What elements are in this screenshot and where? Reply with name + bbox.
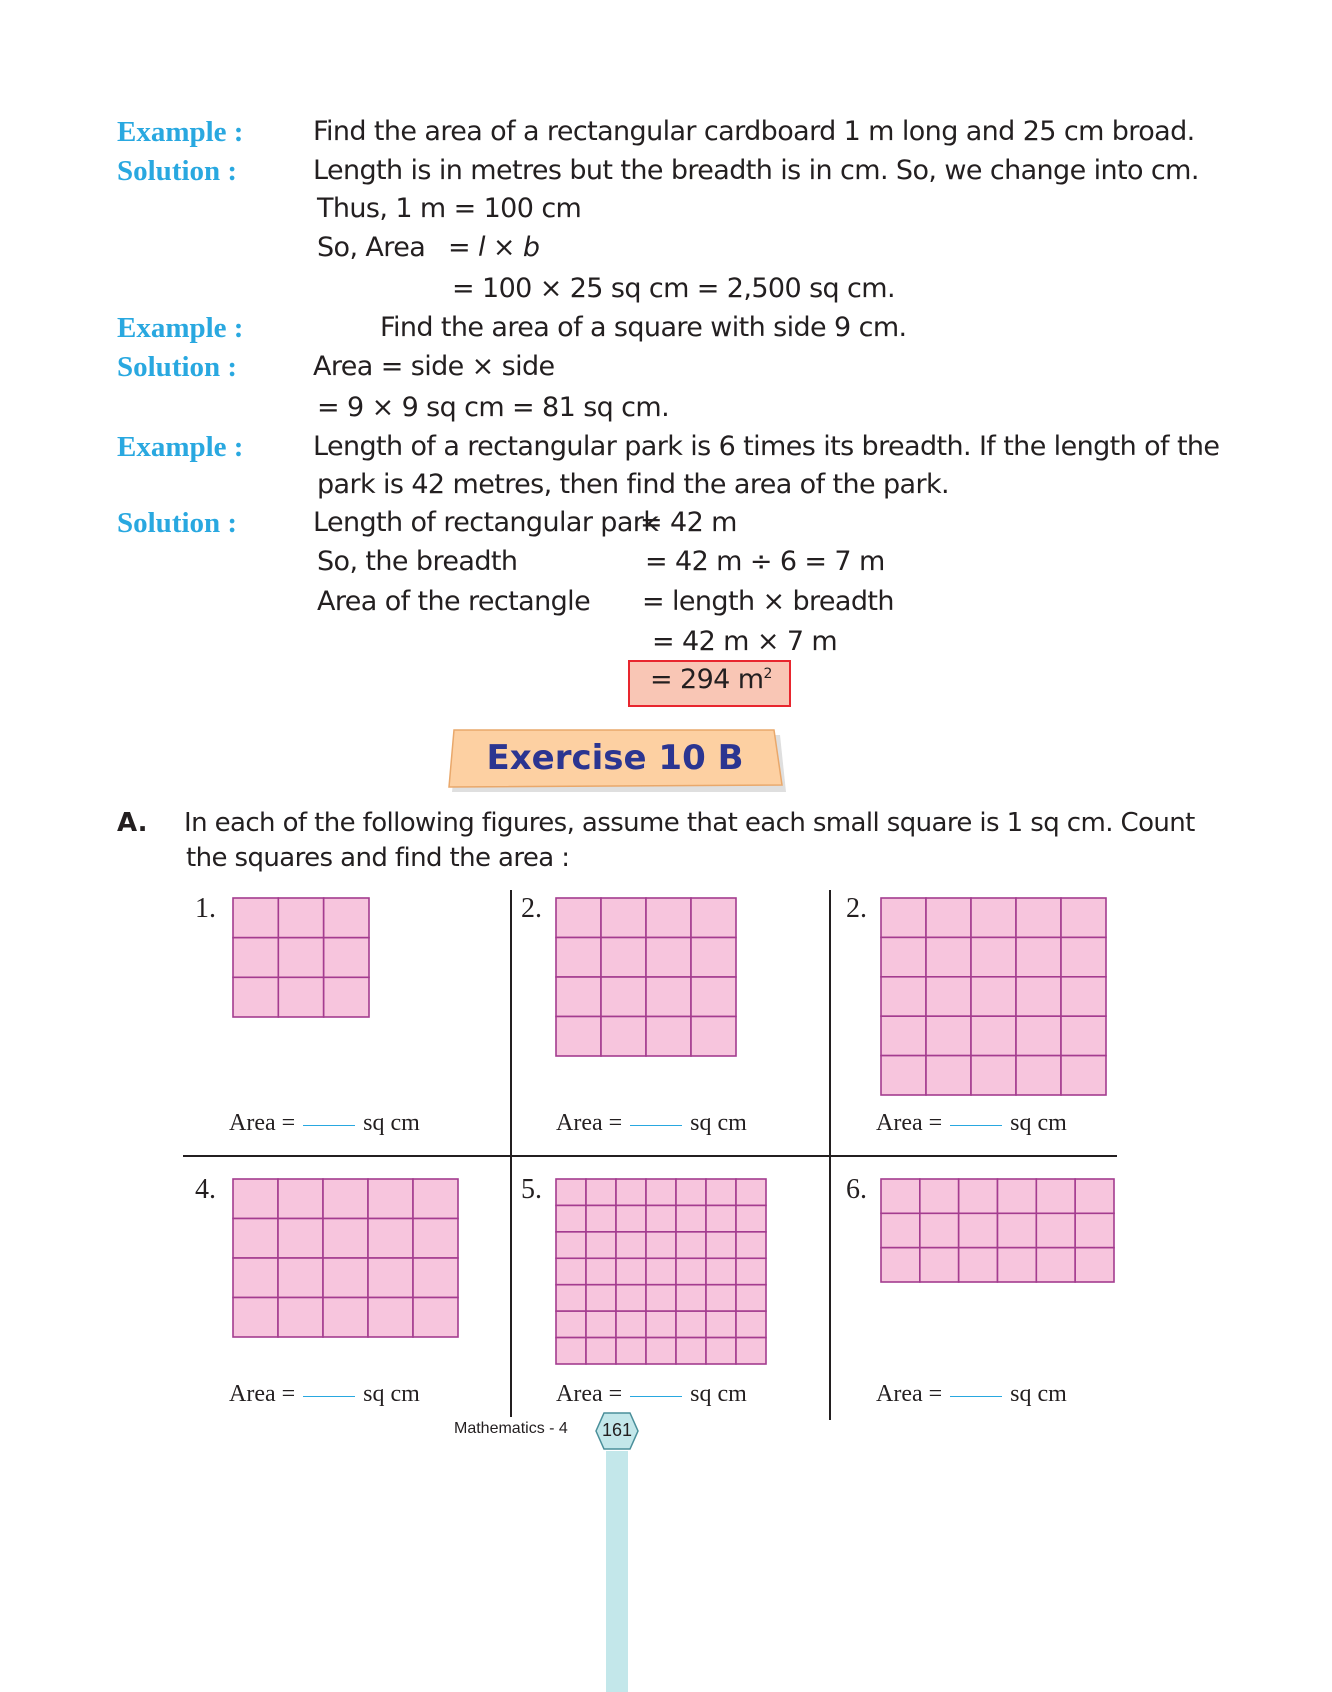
grid-square	[413, 1219, 458, 1259]
grid-square	[278, 1258, 323, 1298]
grid-square	[676, 1232, 706, 1258]
grid-square	[959, 1248, 998, 1282]
grid-square	[706, 1285, 736, 1311]
grid-square	[1061, 898, 1106, 937]
grid-square	[278, 977, 323, 1017]
grid-square	[413, 1298, 458, 1338]
solution-line: Thus, 1 m = 100 cm	[317, 193, 582, 224]
solution-line: = 9 × 9 sq cm = 81 sq cm.	[317, 392, 670, 423]
grid-square	[1036, 1179, 1075, 1213]
grid-square	[691, 1017, 736, 1057]
grid-square	[971, 1016, 1016, 1055]
grid-square	[368, 1179, 413, 1219]
square-grid-figure	[555, 897, 737, 1057]
row-divider	[183, 1155, 1117, 1157]
area-answer: Area = sq cm	[876, 1110, 1067, 1136]
grid-square	[616, 1258, 646, 1284]
grid-square	[586, 1285, 616, 1311]
grid-square	[368, 1219, 413, 1259]
grid-square	[1016, 1056, 1061, 1095]
grid-square	[646, 1232, 676, 1258]
solution-line: Length is in metres but the breadth is in cm. So, we change into cm.	[313, 155, 1199, 186]
grid-square	[1061, 1016, 1106, 1055]
grid-square	[881, 1016, 926, 1055]
grid-square	[616, 1311, 646, 1337]
solution-line: = l × b	[448, 232, 540, 263]
grid-square	[736, 1232, 766, 1258]
grid-square	[324, 977, 369, 1017]
grid-square	[556, 1338, 586, 1364]
grid-square	[556, 938, 601, 978]
grid-square	[323, 1258, 368, 1298]
grid-square	[971, 977, 1016, 1016]
column-divider	[510, 890, 512, 1417]
section-letter: A.	[117, 808, 148, 838]
grid-square	[971, 1056, 1016, 1095]
example-label: Example :	[117, 431, 244, 463]
grid-square	[881, 937, 926, 976]
grid-square	[556, 1285, 586, 1311]
grid-square	[616, 1285, 646, 1311]
grid-square	[1016, 1016, 1061, 1055]
grid-square	[556, 1311, 586, 1337]
grid-square	[323, 1298, 368, 1338]
grid-square	[1061, 1056, 1106, 1095]
grid-square	[646, 1338, 676, 1364]
grid-square	[736, 1311, 766, 1337]
solution-row-right: = length × breadth	[642, 586, 894, 617]
grid-square	[998, 1248, 1037, 1282]
example-label: Example :	[117, 116, 244, 148]
grid-square	[959, 1213, 998, 1247]
solution-step: = 42 m × 7 m	[652, 626, 838, 657]
grid-square	[959, 1179, 998, 1213]
grid-square	[926, 1056, 971, 1095]
figure-number: 6.	[846, 1174, 867, 1205]
grid-square	[586, 1205, 616, 1231]
grid-square	[233, 1219, 278, 1259]
grid-square	[920, 1179, 959, 1213]
grid-square	[233, 938, 278, 978]
grid-square	[706, 1311, 736, 1337]
grid-square	[1075, 1179, 1114, 1213]
grid-square	[736, 1285, 766, 1311]
grid-square	[278, 1179, 323, 1219]
example-question: Find the area of a square with side 9 cm.	[380, 312, 907, 343]
grid-square	[278, 1298, 323, 1338]
grid-square	[556, 1017, 601, 1057]
grid-square	[1036, 1213, 1075, 1247]
square-grid-figure	[555, 1178, 767, 1365]
grid-square	[706, 1258, 736, 1284]
grid-square	[646, 938, 691, 978]
grid-square	[646, 977, 691, 1017]
solution-line: So, Area	[317, 232, 426, 263]
grid-square	[691, 977, 736, 1017]
final-answer: = 294 $m^2$	[650, 664, 772, 695]
area-answer: Area = sq cm	[229, 1381, 420, 1407]
grid-square	[556, 977, 601, 1017]
grid-square	[278, 1219, 323, 1259]
grid-square	[691, 898, 736, 938]
grid-square	[323, 1219, 368, 1259]
square-grid-figure	[232, 1178, 459, 1338]
grid-square	[586, 1232, 616, 1258]
grid-square	[556, 1205, 586, 1231]
grid-square	[881, 1248, 920, 1282]
grid-square	[676, 1205, 706, 1231]
grid-square	[676, 1258, 706, 1284]
grid-square	[971, 937, 1016, 976]
grid-square	[586, 1258, 616, 1284]
solution-label: Solution :	[117, 507, 238, 539]
grid-square	[1036, 1248, 1075, 1282]
figure-number: 2.	[521, 893, 542, 924]
square-grid-figure	[232, 897, 370, 1018]
grid-square	[881, 977, 926, 1016]
grid-square	[926, 937, 971, 976]
solution-row-left: Area of the rectangle	[317, 586, 591, 617]
solution-line: = 100 × 25 sq cm = 2,500 sq cm.	[452, 273, 895, 304]
grid-square	[233, 977, 278, 1017]
solution-row-left: So, the breadth	[317, 546, 518, 577]
example-question: Find the area of a rectangular cardboard 1 m long and 25 cm broad.	[313, 116, 1195, 147]
grid-square	[1075, 1248, 1114, 1282]
grid-square	[586, 1338, 616, 1364]
grid-square	[646, 1311, 676, 1337]
answer-blank[interactable]	[630, 1396, 682, 1397]
grid-square	[1075, 1213, 1114, 1247]
section-instruction: In each of the following figures, assume that each small square is 1 sq cm. Count	[184, 808, 1195, 838]
grid-square	[616, 1338, 646, 1364]
grid-square	[998, 1213, 1037, 1247]
solution-label: Solution :	[117, 155, 238, 187]
grid-square	[676, 1338, 706, 1364]
grid-square	[601, 977, 646, 1017]
exercise-title: Exercise 10 B	[486, 738, 744, 778]
answer-blank[interactable]	[950, 1396, 1002, 1397]
grid-square	[233, 1298, 278, 1338]
solution-row-right: = 42 m ÷ 6 = 7 m	[645, 546, 885, 577]
grid-square	[881, 1213, 920, 1247]
grid-square	[556, 1258, 586, 1284]
area-answer: Area = sq cm	[876, 1381, 1067, 1407]
grid-square	[1016, 977, 1061, 1016]
grid-square	[1061, 977, 1106, 1016]
grid-square	[616, 1232, 646, 1258]
footer-book-title: Mathematics - 4	[454, 1420, 568, 1437]
grid-square	[646, 1017, 691, 1057]
grid-square	[556, 1179, 586, 1205]
grid-square	[233, 898, 278, 938]
grid-square	[736, 1205, 766, 1231]
area-answer: Area = sq cm	[556, 1381, 747, 1407]
figure-number: 2.	[846, 893, 867, 924]
square-grid-figure	[880, 1178, 1115, 1283]
grid-square	[556, 1232, 586, 1258]
grid-square	[881, 1179, 920, 1213]
grid-square	[676, 1311, 706, 1337]
answer-blank[interactable]	[303, 1125, 355, 1126]
answer-blank[interactable]	[950, 1125, 1002, 1126]
grid-square	[233, 1179, 278, 1219]
grid-square	[601, 898, 646, 938]
grid-square	[881, 1056, 926, 1095]
grid-square	[1016, 937, 1061, 976]
solution-line: Area = side × side	[313, 351, 555, 382]
grid-square	[601, 938, 646, 978]
grid-square	[413, 1179, 458, 1219]
grid-square	[278, 898, 323, 938]
grid-square	[926, 898, 971, 937]
grid-square	[926, 977, 971, 1016]
solution-label: Solution :	[117, 351, 238, 383]
footer-tab	[606, 1451, 628, 1692]
figure-number: 1.	[195, 893, 216, 924]
grid-square	[676, 1179, 706, 1205]
answer-blank[interactable]	[303, 1396, 355, 1397]
grid-square	[324, 938, 369, 978]
grid-square	[706, 1338, 736, 1364]
answer-blank[interactable]	[630, 1125, 682, 1126]
grid-square	[920, 1213, 959, 1247]
grid-square	[926, 1016, 971, 1055]
figure-number: 4.	[195, 1174, 216, 1205]
page-number: 161	[601, 1420, 633, 1440]
example-label: Example :	[117, 312, 244, 344]
grid-square	[601, 1017, 646, 1057]
grid-square	[998, 1179, 1037, 1213]
grid-square	[706, 1179, 736, 1205]
grid-square	[736, 1179, 766, 1205]
grid-square	[586, 1179, 616, 1205]
grid-square	[1061, 937, 1106, 976]
grid-square	[323, 1179, 368, 1219]
grid-square	[324, 898, 369, 938]
section-instruction: the squares and find the area :	[186, 843, 570, 873]
grid-square	[278, 938, 323, 978]
grid-square	[616, 1205, 646, 1231]
area-answer: Area = sq cm	[556, 1110, 747, 1136]
grid-square	[646, 1179, 676, 1205]
grid-square	[706, 1232, 736, 1258]
grid-square	[706, 1205, 736, 1231]
grid-square	[971, 898, 1016, 937]
square-grid-figure	[880, 897, 1107, 1096]
grid-square	[646, 1205, 676, 1231]
grid-square	[676, 1285, 706, 1311]
grid-square	[556, 898, 601, 938]
grid-square	[736, 1258, 766, 1284]
example-question: Length of a rectangular park is 6 times its breadth. If the length of the	[313, 431, 1220, 462]
grid-square	[646, 898, 691, 938]
grid-square	[691, 938, 736, 978]
grid-square	[368, 1258, 413, 1298]
example-question: park is 42 metres, then find the area of the park.	[317, 469, 949, 500]
area-answer: Area = sq cm	[229, 1110, 420, 1136]
grid-square	[646, 1285, 676, 1311]
grid-square	[736, 1338, 766, 1364]
grid-square	[920, 1248, 959, 1282]
grid-square	[368, 1298, 413, 1338]
grid-square	[881, 898, 926, 937]
grid-square	[413, 1258, 458, 1298]
grid-square	[616, 1179, 646, 1205]
grid-square	[233, 1258, 278, 1298]
grid-square	[586, 1311, 616, 1337]
figure-number: 5.	[521, 1174, 542, 1205]
grid-square	[646, 1258, 676, 1284]
grid-square	[1016, 898, 1061, 937]
solution-row-left: Length of rectangular park	[313, 507, 659, 538]
solution-row-right: = 42 m	[640, 507, 737, 538]
